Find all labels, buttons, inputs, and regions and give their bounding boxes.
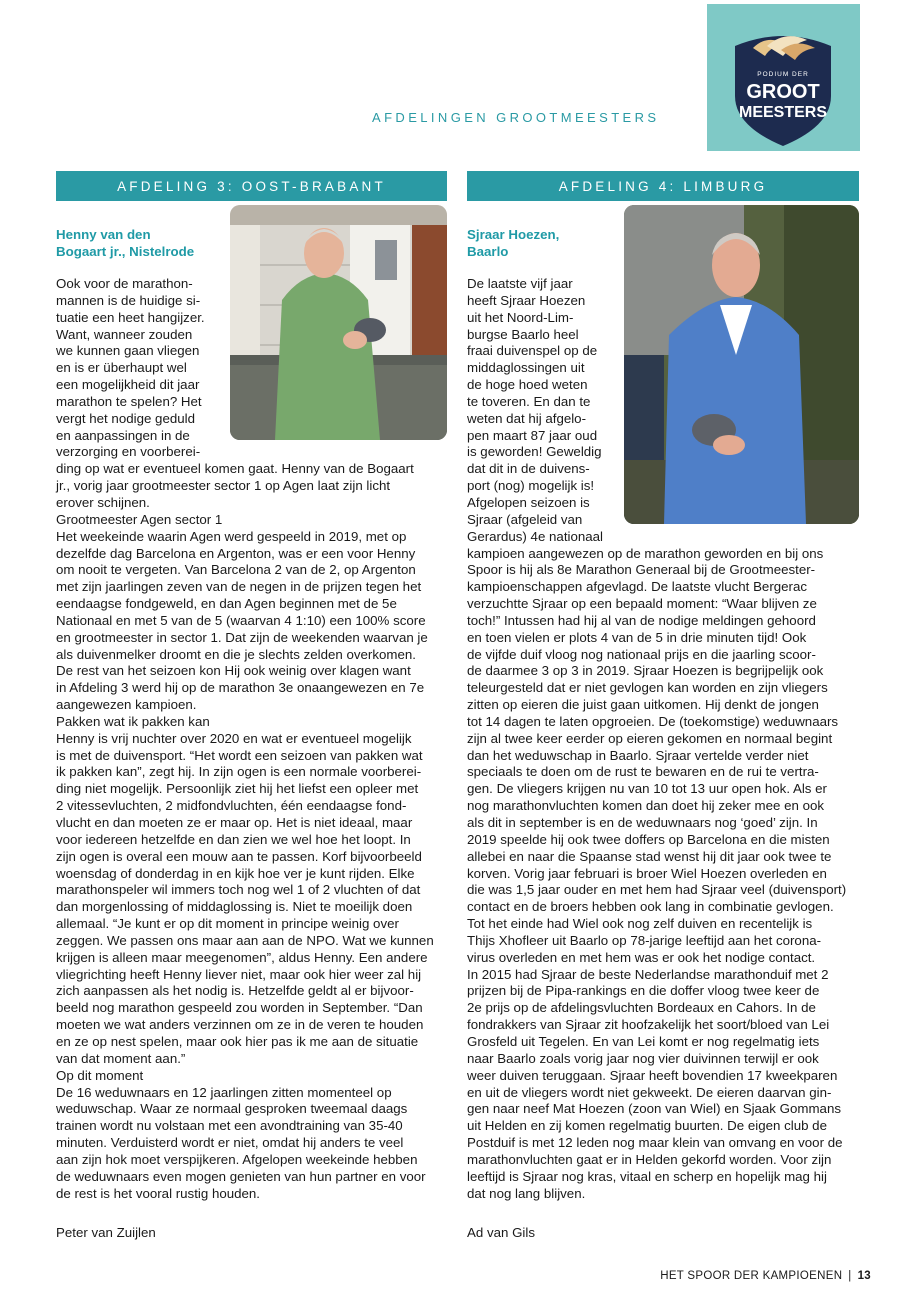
text-line: eendaagse fondgeweld, en dan Agen beginnen met de 5e [56, 596, 397, 612]
text-line: allebei en naar die Spaanse stad wenst hij dit jaar ook twee te [467, 848, 832, 864]
text-line: 2019 speelde hij ook twee doffers op Barcelona en die misten [467, 831, 830, 847]
text-line: korven. Vorig jaar februari is broer Wiel Hoezen overleden en [467, 865, 827, 881]
text-line: en is er überhaupt wel [56, 360, 187, 376]
text-line: Gerardus) 4e nationaal [467, 528, 604, 544]
text-line: dan morgenlossing of middaglossing is. Niet te moeilijk doen [56, 899, 413, 915]
text-line: burgse Baarlo heel [467, 326, 579, 342]
text-line: Grosfeld uit Tegelen. En van Lei komt er nog regelmatig iets [467, 1033, 820, 1049]
page-number: 13 [857, 1270, 871, 1282]
section-bar-afdeling-3: AFDELING 3: OOST-BRABANT [56, 171, 447, 201]
text-line: verzuchtte Sjraar op een bepaald moment: “Waar blijven ze [467, 596, 817, 612]
text-line: marathon te spelen? Het [56, 393, 202, 409]
text-line: weduwschap. Waar ze normaal gesproken tweemaal daags [56, 1101, 408, 1117]
text-line: de weduwnaars even mogen genieten van hun partner en voor [56, 1168, 426, 1184]
name-line: Baarlo [467, 244, 509, 259]
text-line: dan het weduwschap in Baarlo. Sjraar vertelde verder niet [467, 747, 809, 763]
text-line: prijzen bij de Pipa-rankings en die doffer vloog twee keer de [467, 983, 820, 999]
text-line: Postduif is met 12 leden nog maar klein van omvang en voor de [467, 1135, 843, 1151]
text-line: de rest is het vooral rustig houden. [56, 1185, 261, 1201]
text-line: Sjraar (afgeleid van [467, 511, 583, 527]
text-line: en aanpassingen in de [56, 427, 190, 443]
text-line: port (nog) mogelijk is! [467, 478, 595, 494]
text-line: ik pakken kan”, zegt hij. In zijn ogen is een normale voorberei- [56, 764, 422, 780]
text-line: vergt het nodige geduld [56, 410, 195, 426]
text-line: Thijs Xhofleer uit Baarlo op 78-jarige leeftijd aan het corona- [467, 932, 822, 948]
article-name-right [467, 226, 617, 260]
article-body-right [467, 276, 846, 1202]
text-line: en ze op nest spelen, maar ook hier pas ik me aan de situatie [56, 1033, 419, 1049]
text-line: dat nog lang blijven. [467, 1185, 586, 1201]
text-line: Afgelopen seizoen is [467, 494, 590, 510]
text-line: dat dit in de duivens- [467, 461, 590, 477]
logo-line2: MEESTERS [738, 104, 828, 121]
text-line: moeten we wat anders verzinnen om ze in de veren te houden [56, 1017, 424, 1033]
text-line: leeftijd is Sjraar nog kras, vitaal en scherp en hopelijk mag hij [467, 1168, 827, 1184]
text-line: als duivenmelker droomt en die je slechts zelden overkomen. [56, 646, 416, 662]
groot-meesters-logo [707, 4, 860, 151]
text-line: is geworden! Geweldig [467, 444, 602, 460]
text-line: Spoor is hij als 8e Marathon Generaal bij de Grootmeester- [467, 562, 816, 578]
text-line: 2e prijs op de afdelingsvluchten Bordeaux en Cahors. In de [467, 1000, 816, 1016]
text-line: krijgen is alleen maar meegenomen”, aldus Henny. Een andere [56, 949, 428, 965]
text-line: gen. De vliegers krijgen nu van 10 tot 13 uur open hok. Als er [467, 781, 827, 797]
text-line: gen naar neef Mat Hoezen (zoon van Wiel) en Sjaak Gommans [467, 1101, 841, 1117]
text-line: en uit de vliegers wordt niet gekweekt. De eieren daarvan gin- [467, 1084, 832, 1100]
text-line: zitten op eieren die juist gaan uitkomen. Hij denkt de jongen [467, 697, 819, 713]
text-line: Tot het einde had Wiel ook nog zelf duiven en recentelijk is [467, 916, 813, 932]
text-line: In 2015 had Sjraar de beste Nederlandse marathonduif met 2 [467, 966, 829, 982]
text-line: met zijn jaarlingen zeven van de negen in de prijzen tegen het [56, 579, 422, 595]
text-line: de vijfde duif vloog nog nationaal prijs en die jaarling scoor- [467, 646, 816, 662]
text-line: ding op wat er eventueel komen gaat. Henny van de Bogaart [56, 461, 414, 477]
text-line: vliegrichting heeft Henny liever niet, maar ook hier weer zal hij [56, 966, 422, 982]
text-line: een mogelijkheid dit jaar [56, 377, 200, 393]
text-line: verzorging en voorberei- [56, 444, 201, 460]
text-line: fraai duivenspel op de [467, 343, 598, 359]
text-line: in Afdeling 3 werd hij op de marathon 3e onaangewezen en 7e [56, 680, 425, 696]
text-line: contact en de broers hebben ook lang in combinatie gevlogen. [467, 899, 834, 915]
name-line: Henny van den [56, 227, 151, 242]
section-bar-afdeling-4: AFDELING 4: LIMBURG [467, 171, 859, 201]
text-line: om nooit te vergeten. Van Barcelona 2 van de 2, op Argenton [56, 562, 416, 578]
text-line: we kunnen gaan vliegen [56, 343, 200, 359]
text-line: aangewezen kampioen. [56, 697, 197, 713]
text-line: kampioenschappen afgevlagd. De laatste vlucht Bergerac [467, 579, 808, 595]
text-line: toch!” Intussen had hij al van de nodige meldingen gehoord [467, 612, 816, 628]
text-line: pen maart 87 jaar oud [467, 427, 598, 443]
section-kicker: AFDELINGEN GROOTMEESTERS [372, 110, 660, 125]
text-line: de hoge hoed weten [467, 377, 588, 393]
text-line: 2 vitessevluchten, 2 midfondvluchten, één eendaagse fond- [56, 798, 407, 814]
text-line: naar Baarlo zoals vorig jaar nog vier duivinnen terwijl er ook [467, 1050, 819, 1066]
text-line: uit Helden en zij komen regelmatig buurten. De eigen club de [467, 1118, 827, 1134]
text-line: Pakken wat ik pakken kan [56, 713, 210, 729]
text-line: De laatste vijf jaar [467, 276, 573, 291]
text-line: en toen vielen er plots 4 van de 5 in drie minuten tijd! Ook [467, 629, 807, 645]
article-body-left [56, 276, 434, 1202]
text-line: uit het Noord-Lim- [467, 309, 574, 325]
text-line: als dit in september is en de weduwnaars nog ‘goed’ zijn. In [467, 815, 818, 830]
text-line: fondrakkers van Sjraar zit hoofzakelijk het soort/bloed van Lei [467, 1017, 830, 1033]
text-line: zich aanpassen als het nodig is. Hetzelfde geldt al er bijvoor- [56, 983, 414, 999]
text-line: voor iedereen hetzelfde en dan zien we wel hoe het loopt. In [56, 831, 411, 847]
text-line: Nationaal en met 5 van de 5 (waarvan 4 1:10) een 100% score [56, 612, 426, 628]
text-line: jr., vorig jaar grootmeester sector 1 op Agen laat zijn licht [56, 478, 391, 494]
text-line: trainen wordt nu volstaan met een avondtraining van 35-40 [56, 1118, 403, 1134]
text-line: aan zijn hok moet verspijkeren. Afgelopen weekeinde hebben [56, 1151, 418, 1167]
text-line: erover schijnen. [56, 494, 150, 510]
text-line: allemaal. “Je kunt er op dit moment in principe weinig over [56, 916, 399, 932]
text-line: ding niet mogelijk. Persoonlijk ziet hij het liefst een opleer met [56, 781, 419, 797]
text-line: is met de duivensport. “Het wordt een seizoen van pakken wat [56, 747, 423, 763]
text-line: nog marathonvluchten komen dan doet hij zeker mee en ook [467, 798, 825, 814]
text-line: tot 14 dagen te laten opgroeien. De (toekomstige) weduwnaars [467, 713, 839, 729]
text-line: de daarmee 3 op 3 in 2019. Sjraar Hoezen is begrijpelijk ook [467, 663, 824, 679]
text-line: Ook voor de marathon- [56, 276, 193, 291]
text-line: zeggen. We passen ons maar aan aan de NPO. Wat we kunnen [56, 932, 434, 948]
text-line: vlucht en dan moeten ze er maar op. Het is niet ideaal, maar [56, 815, 413, 830]
footer-separator: | [848, 1270, 852, 1282]
author-left: Peter van Zuijlen [56, 1225, 156, 1240]
logo-badge-icon [707, 4, 860, 151]
text-line: marathonspeler wil immers toch nog wel 1 of 2 vluchten of dat [56, 882, 421, 898]
text-line: De 16 weduwnaars en 12 jaarlingen zitten momenteel op [56, 1084, 392, 1100]
text-line: mannen is de huidige si- [56, 292, 201, 308]
text-line: heeft Sjraar Hoezen [467, 292, 586, 308]
text-line: Henny is vrij nuchter over 2020 en wat er eventueel mogelijk [56, 730, 412, 746]
text-line: te toveren. En dan te [467, 393, 591, 409]
text-line: tuatie een heet hangijzer. [56, 309, 205, 325]
text-line: van dat moment aan.” [56, 1050, 186, 1066]
text-line: woensdag of donderdag in en kijk hoe ver je kunt rijden. Elke [56, 865, 415, 881]
publication-name: HET SPOOR DER KAMPIOENEN [660, 1270, 843, 1282]
text-line: Want, wanneer zouden [56, 326, 193, 342]
author-right: Ad van Gils [467, 1225, 535, 1240]
text-line: dezelfde dag Barcelona en Argenton, was er een voor Henny [56, 545, 416, 561]
text-line: minuten. Verduisterd wordt er niet, omdat hij anders te veel [56, 1135, 404, 1151]
text-line: zijn ogen is overal een mouw aan te passen. Korf bijvoorbeeld [56, 848, 422, 864]
text-line: en grootmeester in sector 1. Dat zijn de weekenden waarvan je [56, 629, 428, 645]
text-line: marathonvluchten gaat er in Helden gekorfd worden. Voor zijn [467, 1151, 832, 1167]
name-line: Sjraar Hoezen, [467, 227, 560, 242]
article-name-left [56, 226, 228, 260]
text-line: zijn al twee keer eerder op eieren gekomen en normaal begint [467, 730, 833, 746]
text-line: kampioen aangewezen op de marathon geworden en bij ons [467, 545, 824, 561]
logo-line1: GROOT [746, 81, 820, 103]
text-line: weten dat hij afgelo- [467, 410, 587, 426]
text-line: teleurgesteld dat er niet gevlogen kan worden en zijn vliegers [467, 680, 828, 696]
text-line: middaglossingen uit [467, 360, 585, 376]
text-line: die was 1,5 jaar ouder en met hem had Sjraar veel (duivensport) [467, 882, 847, 898]
text-line: virus overleden en met hem was er ook het nodige contact. [467, 949, 816, 965]
text-line: speciaals te doen om de rust te bewaren en de rui te vertra- [467, 764, 819, 780]
text-line: weer duiven teruggaan. Sjraar heeft bovendien 17 kweekparen [467, 1067, 838, 1083]
page-footer [660, 1270, 871, 1282]
text-line: Het weekeinde waarin Agen werd gespeeld in 2019, met op [56, 528, 407, 544]
text-line: De rest van het seizoen kon Hij ook weinig over klagen want [56, 663, 411, 679]
text-line: Grootmeester Agen sector 1 [56, 511, 223, 527]
text-line: beeld nog marathon gespeeld zou worden in September. “Dan [56, 1000, 423, 1016]
text-line: Op dit moment [56, 1067, 144, 1083]
logo-top-text: PODIUM DER [757, 71, 809, 78]
name-line: Bogaart jr., Nistelrode [56, 244, 195, 259]
